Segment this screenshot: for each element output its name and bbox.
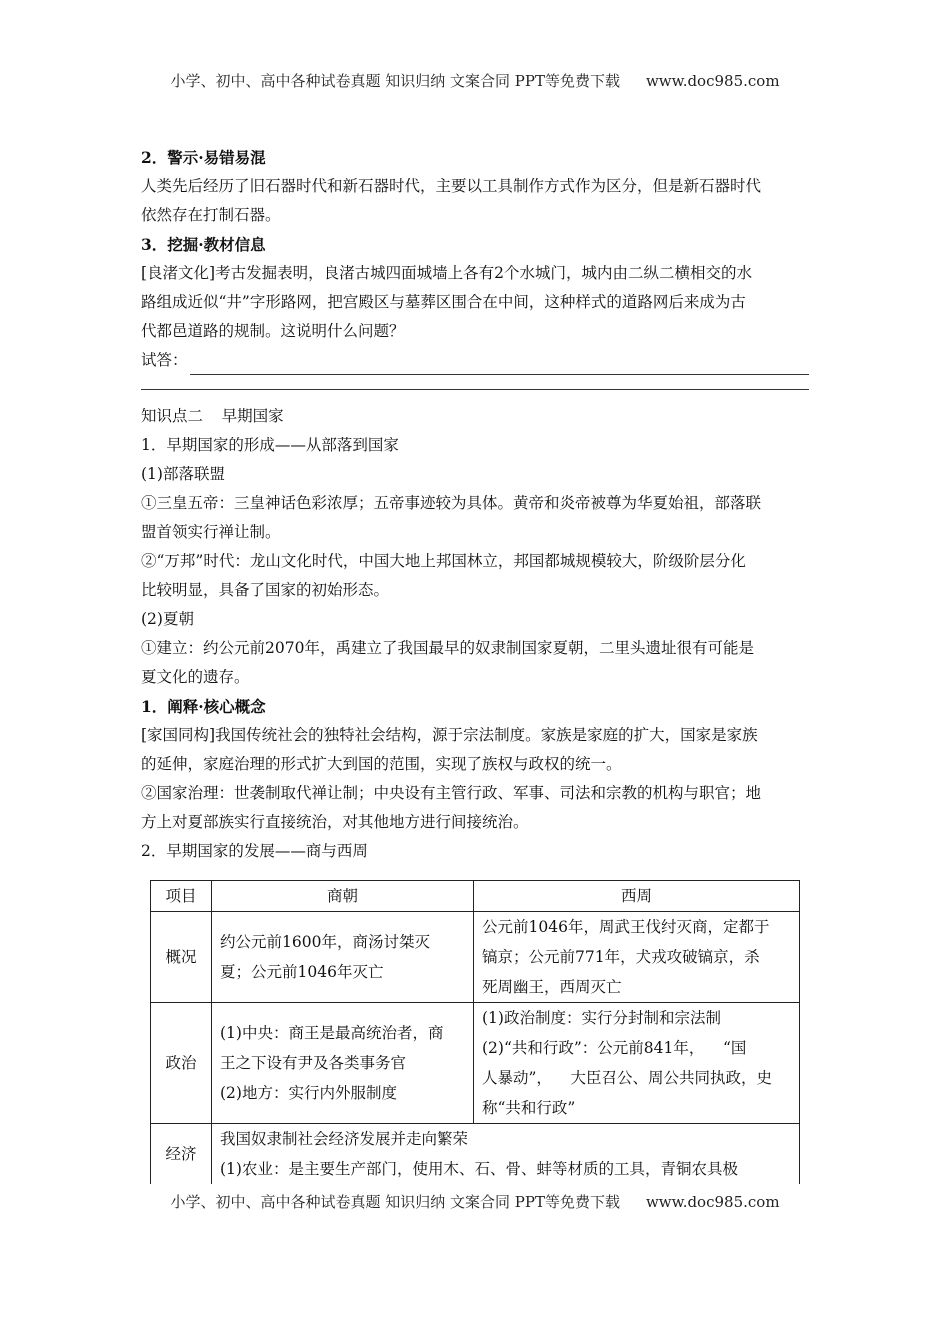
table-header-shang: 商朝 xyxy=(212,881,474,912)
paragraph-warning-line-1: 人类先后经历了旧石器时代和新石器时代，主要以工具制作方式作为区分，但是新石器时代 xyxy=(141,177,762,195)
paragraph-wanbang-line-1: ②“万邦”时代：龙山文化时代，中国大地上邦国林立，邦国都城规模较大，阶级阶层分化 xyxy=(141,552,746,570)
cell-overview-zhou xyxy=(474,912,800,1003)
paragraph-xia-line-2: 夏文化的遗存。 xyxy=(141,668,250,686)
heading-development: 2．早期国家的发展——商与西周 xyxy=(141,842,368,860)
paragraph-xia-line-1: ①建立：约公元前2070年，禹建立了我国最早的奴隶制国家夏朝，二里头遗址很有可能是 xyxy=(141,639,754,657)
paragraph-liangzhu-line-1: [良渚文化]考古发掘表明，良渚古城四面城墙上各有2个水城门，城内由二纵二横相交的水 xyxy=(141,264,752,282)
heading-xia: (2)夏朝 xyxy=(141,610,194,628)
section-heading-warning: 2．警示·易错易混 xyxy=(141,148,266,167)
header-site: www.doc985.com xyxy=(645,72,780,90)
cell-line: (2)地方：实行内外服制度 xyxy=(220,1084,397,1102)
page-header xyxy=(0,70,950,91)
cell-line: (1)中央：商王是最高统治者，商 xyxy=(220,1024,444,1042)
cell-line: 称“共和行政” xyxy=(482,1099,576,1117)
cell-line: 约公元前1600年，商汤讨桀灭 xyxy=(220,933,430,951)
heading-tribal-alliance: (1)部落联盟 xyxy=(141,465,225,483)
cell-line: 公元前1046年，周武王伐纣灭商，定都于 xyxy=(482,918,770,936)
cell-fragment: 大臣召公、周公共同执政，史 xyxy=(570,1069,773,1087)
header-text: 小学、初中、高中各种试卷真题 知识归纳 文案合同 PPT等免费下载 xyxy=(170,72,620,90)
footer-text: 小学、初中、高中各种试卷真题 知识归纳 文案合同 PPT等免费下载 xyxy=(170,1193,620,1211)
footer-site: www.doc985.com xyxy=(645,1193,780,1211)
table-header-row xyxy=(151,881,800,912)
table-row-economy xyxy=(151,1124,800,1185)
answer-row xyxy=(141,346,809,375)
paragraph-governance-line-1: ②国家治理：世袭制取代禅让制；中央设有主管行政、军事、司法和宗教的机构与职官；地 xyxy=(141,784,762,802)
paragraph-warning-line-2: 依然存在打制石器。 xyxy=(141,206,281,224)
document-body xyxy=(141,143,809,866)
cell-overview-shang xyxy=(212,912,474,1003)
cell-line: 死周幽王，西周灭亡 xyxy=(482,978,622,996)
answer-blank-line[interactable] xyxy=(190,356,809,375)
row-label-economy: 经济 xyxy=(151,1124,212,1185)
answer-blank-line-2[interactable] xyxy=(141,375,809,390)
answer-label: 试答： xyxy=(141,351,188,369)
cell-fragment: 人暴动”， xyxy=(482,1069,552,1087)
paragraph-sanhuang-line-2: 盟首领实行禅让制。 xyxy=(141,523,281,541)
paragraph-jiaguo-line-1: [家国同构]我国传统社会的独特社会结构，源于宗法制度。家族是家庭的扩大，国家是家族 xyxy=(141,726,758,744)
kp-number: 知识点二 xyxy=(141,407,204,425)
cell-line: 夏；公元前1046年灭亡 xyxy=(220,963,384,981)
paragraph-sanhuang-line-1: ①三皇五帝：三皇神话色彩浓厚；五帝事迹较为具体。黄帝和炎帝被尊为华夏始祖，部落联 xyxy=(141,494,762,512)
table-header-zhou: 西周 xyxy=(474,881,800,912)
paragraph-governance-line-2: 方上对夏部族实行直接统治，对其他地方进行间接统治。 xyxy=(141,813,529,831)
cell-politics-shang xyxy=(212,1003,474,1124)
comparison-table xyxy=(150,880,800,1184)
table-row-overview xyxy=(151,912,800,1003)
cell-economy xyxy=(212,1124,800,1185)
paragraph-liangzhu-line-3: 代都邑道路的规制。这说明什么问题？ xyxy=(141,322,405,340)
cell-line xyxy=(482,1033,791,1063)
page-footer xyxy=(0,1191,950,1212)
paragraph-liangzhu-line-2: 路组成近似“井”字形路网，把宫殿区与墓葬区围合在中间，这种样式的道路网后来成为古 xyxy=(141,293,746,311)
cell-line: 镐京；公元前771年，犬戎攻破镐京，杀 xyxy=(482,948,760,966)
cell-fragment: (2)“共和行政”：公元前841年， xyxy=(482,1039,705,1057)
kp-name: 早期国家 xyxy=(221,407,284,425)
section-heading-textbook: 3．挖掘·教材信息 xyxy=(141,235,266,254)
heading-formation: 1．早期国家的形成——从部落到国家 xyxy=(141,436,399,454)
cell-fragment: “国 xyxy=(722,1039,747,1057)
section-heading-core-concept: 1．阐释·核心概念 xyxy=(141,697,266,716)
cell-line xyxy=(482,1063,791,1093)
row-label-overview: 概况 xyxy=(151,912,212,1003)
cell-line: 王之下设有尹及各类事务官 xyxy=(220,1054,407,1072)
paragraph-jiaguo-line-2: 的延伸，家庭治理的形式扩大到国的范围，实现了族权与政权的统一。 xyxy=(141,755,622,773)
cell-line: (1)农业：是主要生产部门，使用木、石、骨、蚌等材质的工具，青铜农具极 xyxy=(220,1160,738,1178)
knowledge-point-title xyxy=(141,402,809,431)
cell-politics-zhou xyxy=(474,1003,800,1124)
table-row-politics xyxy=(151,1003,800,1124)
cell-line: 我国奴隶制社会经济发展并走向繁荣 xyxy=(220,1130,469,1148)
paragraph-wanbang-line-2: 比较明显，具备了国家的初始形态。 xyxy=(141,581,390,599)
table-header-item: 项目 xyxy=(151,881,212,912)
cell-line: (1)政治制度：实行分封制和宗法制 xyxy=(482,1009,721,1027)
row-label-politics: 政治 xyxy=(151,1003,212,1124)
